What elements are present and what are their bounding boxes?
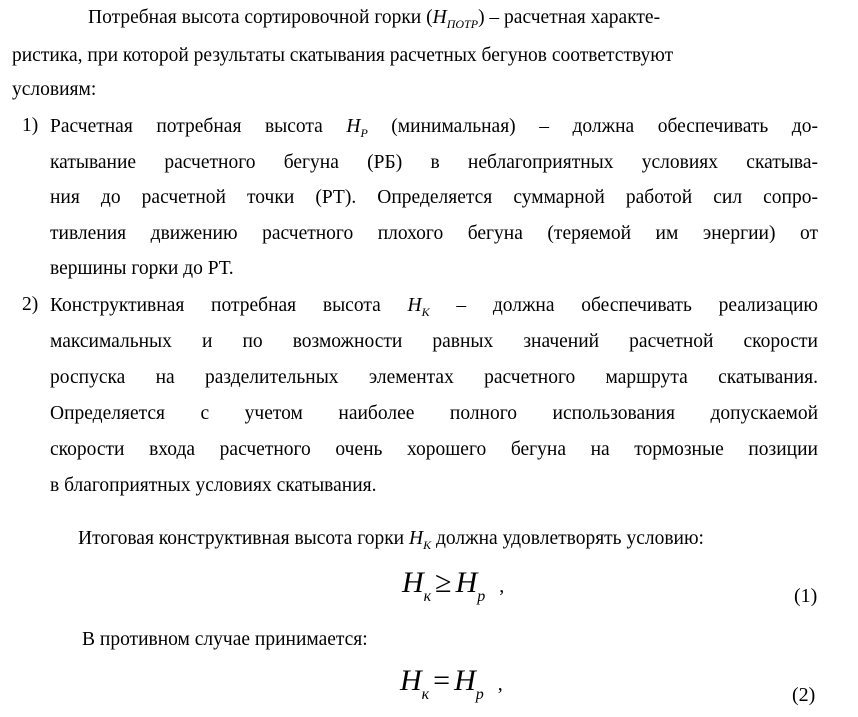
list-item-1-line-3: ния до расчетной точки (РТ). Определяется суммарной работой сил сопро- <box>50 187 818 208</box>
h-subscript: K <box>423 538 432 552</box>
list-item-1-line-2: катывание расчетного бегуна (РБ) в неблагоприятных условиях скатыва- <box>50 152 818 173</box>
intro-line-3: условиям: <box>12 79 97 100</box>
condition-line <box>78 527 704 552</box>
h-variable: H <box>346 116 361 137</box>
intro-line-1 <box>88 6 660 31</box>
formula-rhs-subscript: p <box>477 588 486 605</box>
h-variable: H <box>409 528 424 549</box>
formula-lhs: H <box>400 664 422 697</box>
intro-text: Потребная высота сортировочной горки ( <box>88 7 433 28</box>
item-text: Расчетная потребная высота <box>50 116 347 137</box>
list-item-2-line-3: роспуска на разделительных элементах расчетного маршрута скатывания. <box>50 367 818 388</box>
formula-2 <box>400 664 503 703</box>
condition-text: Итоговая конструктивная высота горки <box>78 528 409 549</box>
item-text: – должна обеспечивать реализацию <box>429 295 819 316</box>
h-variable: H <box>432 7 447 28</box>
formula-rhs-subscript: p <box>475 686 484 703</box>
list-item-2-line-6: в благоприятных условиях скатывания. <box>50 475 377 496</box>
list-item-2-line-5: скорости входа расчетного очень хорошего бегуна на тормозные позиции <box>50 439 818 460</box>
condition-text: должна удовлетворять условию: <box>431 528 704 549</box>
item-text: (минимальная) – должна обеспечивать до- <box>367 116 818 137</box>
formula-comma: , <box>499 575 505 597</box>
formula-rhs: H <box>454 664 476 697</box>
h-subscript: K <box>421 305 430 319</box>
h-subscript: ПОТР <box>446 17 479 31</box>
intro-text: ) – расчетная характе- <box>478 7 661 28</box>
equation-number-1: (1) <box>794 585 818 607</box>
list-item-1-line-1 <box>50 115 818 140</box>
formula-lhs-subscript: к <box>421 686 430 703</box>
list-item-2-line-4: Определяется с учетом наиболее полного использования допускаемой <box>50 403 818 424</box>
equation-number-2: (2) <box>792 684 816 706</box>
formula-comma: , <box>497 673 503 695</box>
intro-line-2: ристика, при которой результаты скатывания расчетных бегунов соответствуют <box>12 45 674 66</box>
list-item-1-line-4: тивления движению расчетного плохого бегуна (теряемой им энергии) от <box>50 223 818 244</box>
formula-lhs-subscript: к <box>423 588 432 605</box>
otherwise-line: В противном случае принимается: <box>82 629 368 650</box>
h-variable: H <box>407 295 422 316</box>
list-item-1-line-5: вершины горки до РТ. <box>50 258 234 279</box>
formula-operator: ≥ <box>435 566 452 599</box>
item-text: Конструктивная потребная высота <box>50 295 408 316</box>
formula-operator: = <box>433 664 451 697</box>
list-item-2-line-2: максимальных и по возможности равных значений расчетной скорости <box>50 331 818 352</box>
formula-lhs: H <box>402 566 424 599</box>
formula-1 <box>402 566 505 605</box>
h-subscript: P <box>360 126 368 140</box>
list-item-number: 2) <box>22 294 39 315</box>
formula-rhs: H <box>455 566 478 599</box>
list-item-number: 1) <box>22 115 39 136</box>
list-item-2-line-1 <box>50 294 818 319</box>
